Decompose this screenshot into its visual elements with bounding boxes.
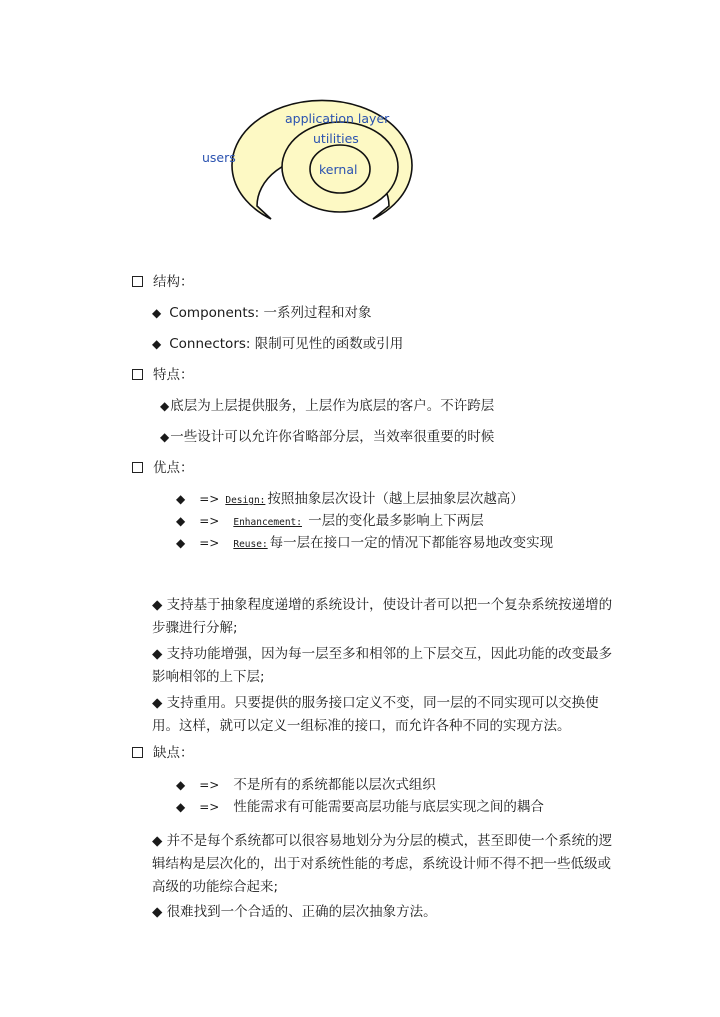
- checkbox-bullet-icon: [132, 369, 143, 380]
- arrow-icon: =>: [199, 492, 220, 506]
- advantage-paragraph-design: ◆ 支持基于抽象程度递增的系统设计，使设计者可以把一个复杂系统按递增的步骤进行分解;: [152, 597, 613, 636]
- disadvantages-item: ◆ => 性能需求有可能需要高层功能与底层实现之间的耦合: [176, 799, 544, 815]
- features-heading: 特点：: [132, 365, 194, 385]
- term-label: Design:: [225, 495, 266, 506]
- structure-item-components: ◆ Components: 一系列过程和对象: [152, 305, 372, 321]
- diamond-bullet-icon: ◆: [160, 399, 170, 413]
- diamond-bullet-icon: ◆: [176, 536, 186, 550]
- advantage-paragraph-enhancement: ◆ 支持功能增强，因为每一层至多和相邻的上下层交互，因此功能的改变最多影响相邻的上下层;: [152, 646, 613, 685]
- checkbox-bullet-icon: [132, 276, 143, 287]
- diamond-bullet-icon: ◆: [152, 337, 162, 351]
- advantages-item-design: ◆ => Design: 按照抽象层次设计（越上层抽象层次越高）: [176, 491, 524, 507]
- diamond-bullet-icon: ◆: [152, 306, 162, 320]
- structure-heading: 结构：: [132, 272, 194, 292]
- disadvantages-item: ◆ => 不是所有的系统都能以层次式组织: [176, 777, 436, 793]
- disadvantages-heading: 缺点：: [132, 743, 194, 763]
- disadvantage-paragraph-partition: ◆ 并不是每个系统都可以很容易地划分为分层的模式，甚至即使一个系统的逻辑结构是层次化的，出于对系统性能的考虑，系统设计师不得不把一些低级或高级的功能综合起来;: [152, 833, 613, 895]
- structure-item-connectors: ◆ Connectors: 限制可见性的函数或引用: [152, 336, 404, 352]
- features-item: ◆一些设计可以允许你省略部分层，当效率很重要的时候: [160, 429, 495, 445]
- diamond-bullet-icon: ◆: [176, 514, 186, 528]
- checkbox-bullet-icon: [132, 747, 143, 758]
- application-layer-label: application layer: [285, 111, 390, 126]
- arrow-icon: =>: [199, 536, 220, 550]
- features-item: ◆底层为上层提供服务，上层作为底层的客户。不许跨层: [160, 398, 495, 414]
- term-label: Reuse:: [233, 539, 268, 550]
- users-label: users: [202, 150, 236, 165]
- utilities-label: utilities: [313, 131, 359, 146]
- term-label: Enhancement:: [233, 517, 302, 528]
- arrow-icon: =>: [199, 514, 220, 528]
- disadvantage-paragraph-abstraction: ◆ 很难找到一个合适的、正确的层次抽象方法。: [152, 904, 437, 920]
- advantages-item-reuse: ◆ => Reuse: 每一层在接口一定的情况下都能容易地改变实现: [176, 535, 554, 551]
- layered-architecture-diagram: [195, 95, 445, 235]
- advantages-item-enhancement: ◆ => Enhancement: 一层的变化最多影响上下两层: [176, 513, 484, 529]
- diamond-bullet-icon: ◆: [160, 430, 170, 444]
- diamond-bullet-icon: ◆: [176, 800, 186, 814]
- arrow-icon: =>: [199, 800, 220, 814]
- checkbox-bullet-icon: [132, 462, 143, 473]
- diamond-bullet-icon: ◆: [176, 492, 186, 506]
- diamond-bullet-icon: ◆: [176, 778, 186, 792]
- arrow-icon: =>: [199, 778, 220, 792]
- kernal-label: kernal: [319, 162, 358, 177]
- advantages-heading: 优点：: [132, 458, 194, 478]
- advantage-paragraph-reuse: ◆ 支持重用。只要提供的服务接口定义不变，同一层的不同实现可以交换使用。这样，就可以定义一组标准的接口，而允许各种不同的实现方法。: [152, 695, 599, 734]
